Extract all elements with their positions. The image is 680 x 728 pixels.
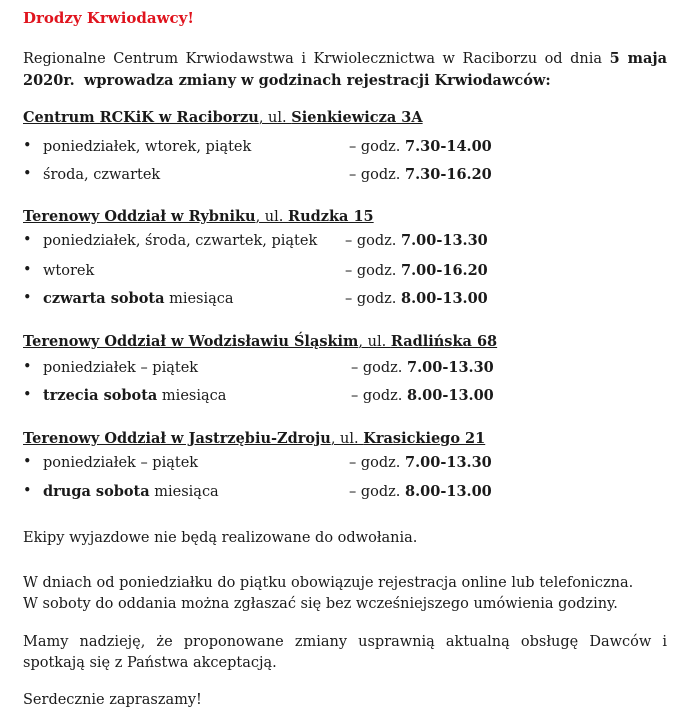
hours-row (23, 262, 663, 284)
day-label: poniedziałek, środa, czwartek, piątek (43, 233, 318, 249)
registration-weekdays: W dniach od poniedziałku do piątku obowiązuje rejestracja online lub telefoniczna. (23, 575, 634, 591)
mobile-teams-note: Ekipy wyjazdowe nie będą realizowane do odwołania. (23, 530, 418, 546)
section-name: Terenowy Oddział w Jastrzębiu-Zdroju (23, 430, 331, 447)
section-name: Centrum RCKiK w Raciborzu (23, 109, 259, 126)
day-label: druga sobota miesiąca (43, 483, 219, 500)
day-label: czwarta sobota miesiąca (43, 290, 234, 307)
bullet: • (23, 387, 32, 403)
section-title-jastrzebie (23, 430, 485, 447)
bullet: • (23, 359, 32, 375)
hours-row (23, 232, 663, 254)
day-label: trzecia sobota miesiąca (43, 387, 227, 404)
section-street: Sienkiewicza 3A (291, 109, 423, 126)
day-label: poniedziałek, wtorek, piątek (43, 139, 252, 155)
section-name: Terenowy Oddział w Wodzisławiu Śląskim (23, 333, 359, 350)
hope-paragraph: Mamy nadzieję, że proponowane zmiany usprawnią aktualną obsługę Dawców i spotkają się z Państwa akceptacją. (23, 634, 667, 671)
registration-note (23, 573, 667, 615)
section-street: Rudzka 15 (288, 208, 374, 225)
section-sep: , ul. (258, 110, 292, 126)
hours-row (23, 387, 663, 409)
hours-row (23, 359, 663, 381)
section-name: Terenowy Oddział w Rybniku (23, 208, 256, 225)
hours-value: – godz. 7.00-13.30 (351, 359, 494, 376)
hours-value: – godz. 7.00-16.20 (345, 262, 488, 279)
section-sep: , ul. (255, 209, 289, 225)
intro-date: 5 maja 2020r. (23, 50, 667, 89)
section-title-rybnik (23, 208, 374, 225)
section-title-raciborz (23, 109, 423, 126)
section-street: Radlińska 68 (390, 333, 498, 350)
section-title-wodzislaw (23, 333, 497, 350)
closing-line: Serdecznie zapraszamy! (23, 692, 202, 708)
day-label: poniedziałek – piątek (43, 455, 199, 471)
greeting: Drodzy Krwiodawcy! (23, 9, 194, 27)
section-sep: , ul. (330, 431, 364, 447)
day-label: wtorek (43, 263, 95, 279)
bullet: • (23, 290, 32, 306)
hours-value: – godz. 7.30-14.00 (349, 138, 492, 155)
hours-row (23, 290, 663, 312)
intro-paragraph (23, 48, 667, 92)
hours-row (23, 138, 663, 160)
hours-value: – godz. 8.00-13.00 (349, 483, 492, 500)
bullet: • (23, 166, 32, 182)
bullet: • (23, 454, 32, 470)
hours-value: – godz. 7.30-16.20 (349, 166, 492, 183)
day-label: środa, czwartek (43, 167, 161, 183)
hours-value: – godz. 8.00-13.00 (351, 387, 494, 404)
bullet: • (23, 138, 32, 154)
hours-row (23, 166, 663, 188)
hours-value: – godz. 8.00-13.00 (345, 290, 488, 307)
hours-value: – godz. 7.00-13.30 (349, 454, 492, 471)
hours-value: – godz. 7.00-13.30 (345, 232, 488, 249)
section-sep: , ul. (358, 334, 391, 350)
hours-row (23, 483, 663, 505)
intro-text-bold: wprowadza zmiany w godzinach rejestracji Krwiodawców: (83, 72, 551, 89)
day-label: poniedziałek – piątek (43, 360, 199, 376)
bullet: • (23, 483, 32, 499)
intro-text: Regionalne Centrum Krwiodawstwa i Krwiolecznictwa w Raciborzu od dnia (23, 51, 603, 67)
registration-saturdays: W soboty do oddania można zgłaszać się bez wcześniejszego umówienia godziny. (23, 596, 618, 612)
bullet: • (23, 232, 32, 248)
bullet: • (23, 262, 32, 278)
section-street: Krasickiego 21 (363, 430, 486, 447)
hours-row (23, 454, 663, 476)
